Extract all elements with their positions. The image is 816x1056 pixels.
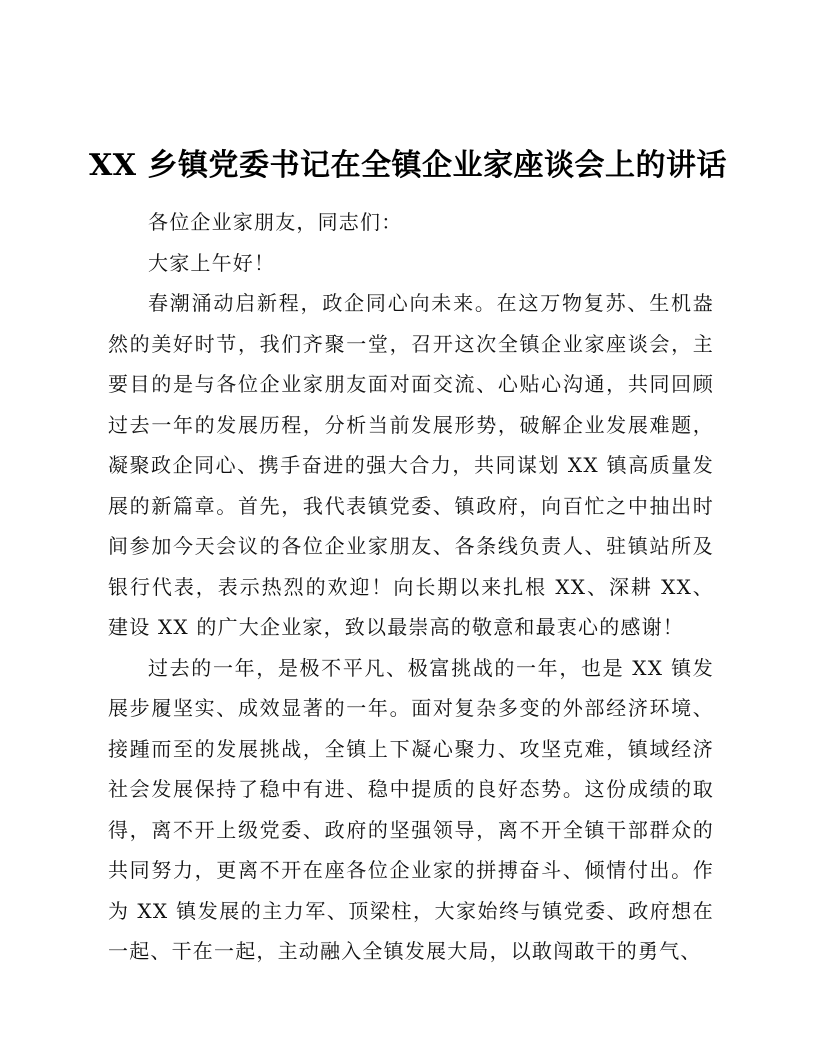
salutation: 各位企业家朋友，同志们： <box>148 210 403 234</box>
body-paragraph-1: 春潮涌动启新程，政企同心向未来。在这万物复苏、生机盎然的美好时节，我们齐聚一堂，召开这次全镇企业家座谈会，主要目的是与各位企业家朋友面对面交流、心贴心沟通，共同回顾过去一年的发展历程，分析当前发展形势，破解企业发展难题，凝聚政企同心、携手奋进的强大合力，共同谋划 XX 镇高质量发展的新篇章。首先，我代表镇党委、镇政府，向百忙之中抽出时间参加今天会议的各位企业家朋友、各条线负责人、驻镇站所及银行代表，表示热烈的欢迎！向长期以来扎根 XX、深耕 XX、建设 XX 的广大企业家，致以最崇高的敬意和最衷心的感谢！ <box>108 291 714 639</box>
greeting: 大家上午好！ <box>148 250 276 275</box>
document-title: XX 乡镇党委书记在全镇企业家座谈会上的讲话 <box>89 148 727 183</box>
body-paragraph-2: 过去的一年，是极不平凡、极富挑战的一年，也是 XX 镇发展步履坚实、成效显著的一年。面对复杂多变的外部经济环境、接踵而至的发展挑战，全镇上下凝心聚力、攻坚克难，镇域经济社会发展保持了稳中有进、稳中提质的良好态势。这份成绩的取得，离不开上级党委、政府的坚强领导，离不开全镇干部群众的共同努力，更离不开在座各位企业家的拼搏奋斗、倾情付出。作为 XX 镇发展的主力军、顶梁柱，大家始终与镇党委、政府想在一起、干在一起，主动融入全镇发展大局，以敢闯敢干的勇气、 <box>108 655 714 963</box>
document-body <box>108 202 714 972</box>
